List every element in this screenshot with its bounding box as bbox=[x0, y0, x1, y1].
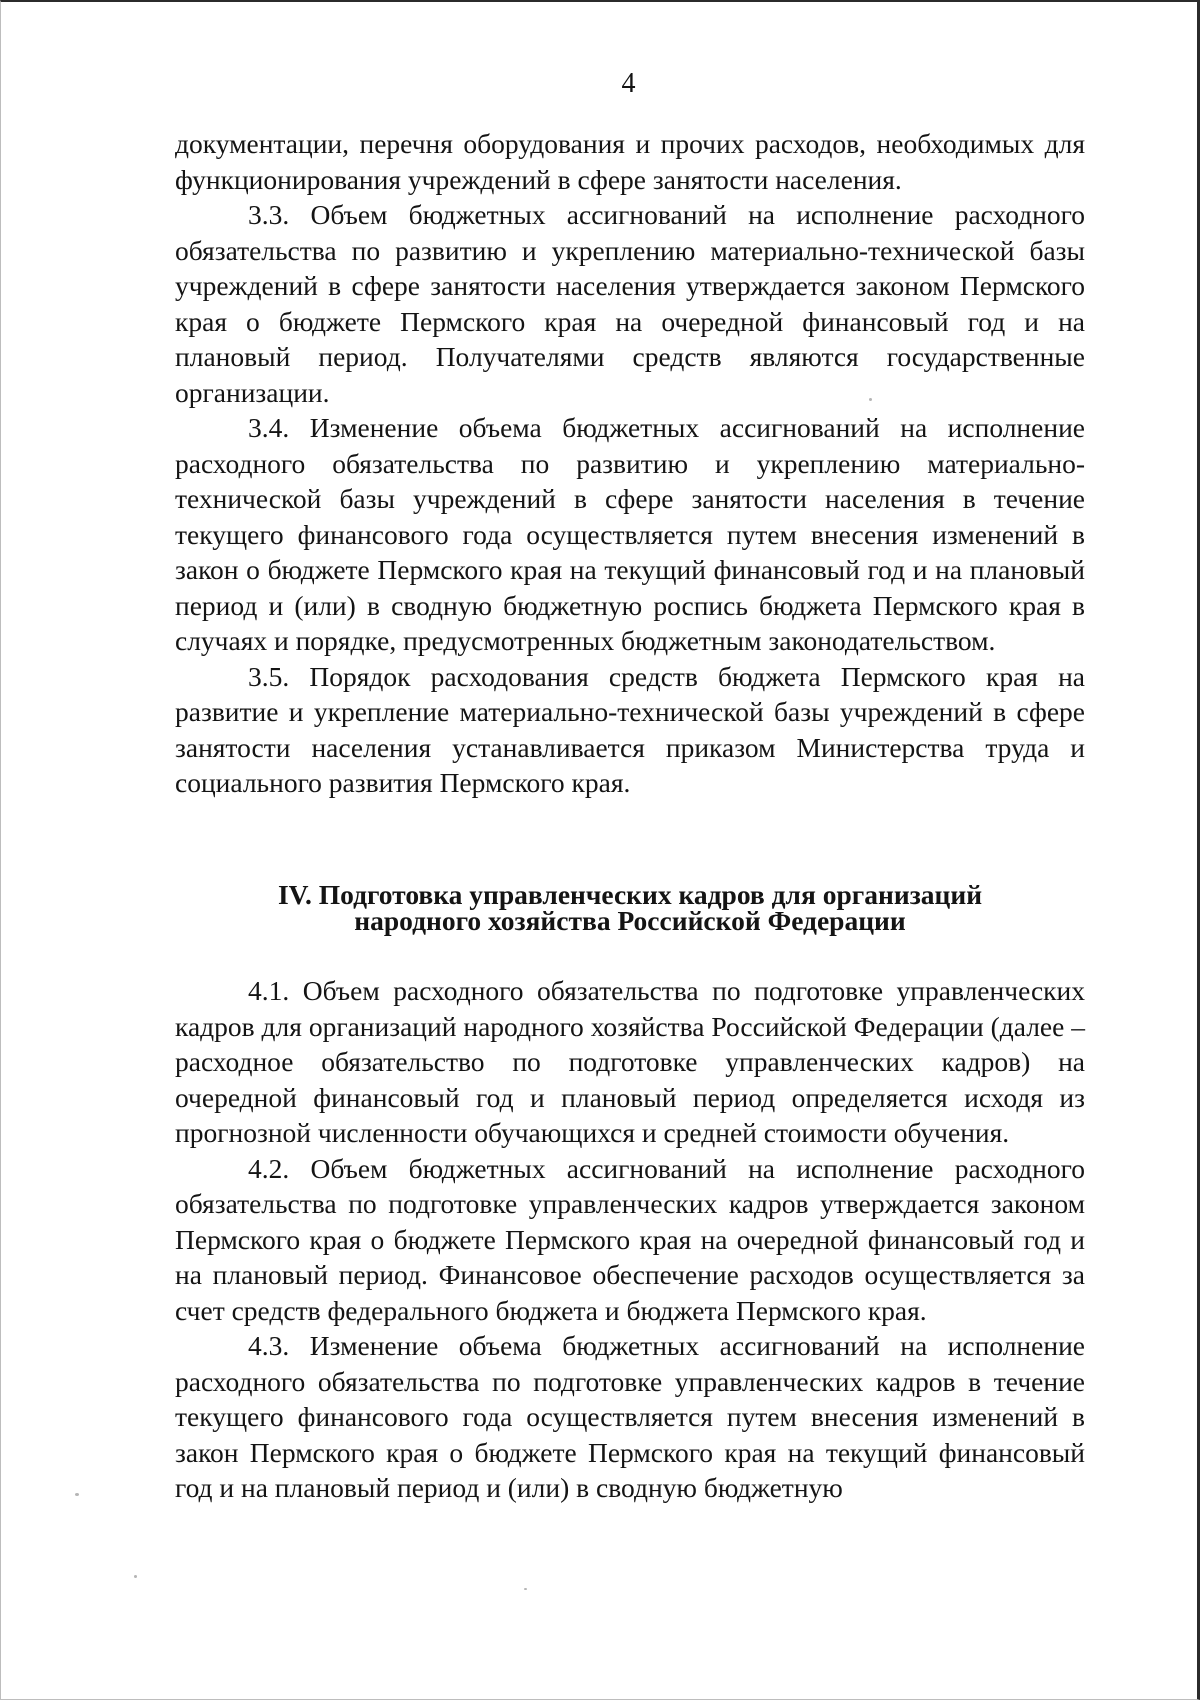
paragraph-continuation: документации, перечня оборудования и прочих расходов, необходимых для функционирования учреждений в сфере занятости населения. bbox=[175, 128, 1085, 195]
section-heading bbox=[175, 879, 1085, 936]
paragraph-4-2: 4.2. Объем бюджетных ассигнований на исполнение расходного обязательства по подготовке управленческих кадров утверждается законом Пермского края о бюджете Пермского края на очередной финансовый год и на плановый период. Финансовое обеспечение расходов осуществляется за счет средств федерального бюджета и бюджета Пермского края. bbox=[175, 1152, 1085, 1326]
paragraph-4-1: 4.1. Объем расходного обязательства по подготовке управленческих кадров для организаций народного хозяйства Российской Федерации (далее – расходное обязательство по подготовке управленческих кадров) на очередной финансовый год и плановый период определяется исходя из прогнозной численности обучающихся и средней стоимости обучения. bbox=[175, 975, 1085, 1148]
scan-speck bbox=[134, 1575, 137, 1578]
paragraph-3-5: 3.5. Порядок расходования средств бюджета Пермского края на развитие и укрепление материально-технической базы учреждений в сфере занятости населения устанавливается приказом Министерства труда и социального развития Пермского края. bbox=[175, 660, 1085, 798]
scan-speck bbox=[75, 1493, 79, 1496]
scan-speck bbox=[524, 1588, 527, 1590]
paragraph-3-4: 3.4. Изменение объема бюджетных ассигнований на исполнение расходного обязательства по развитию и укреплению материально-технической базы учреждений в сфере занятости населения в течение текущего финансового года осуществляется путем внесения изменений в закон о бюджете Пермского края на текущий финансовый год и на плановый период и (или) в сводную бюджетную роспись бюджета Пермского края в случаях и порядке, предусмотренных бюджетным законодательством. bbox=[175, 412, 1085, 656]
section-4-text bbox=[175, 973, 1085, 1506]
paragraph-3-3: 3.3. Объем бюджетных ассигнований на исполнение расходного обязательства по развитию и укреплению материально-технической базы учреждений в сфере занятости населения утверждается законом Пермского края о бюджете Пермского края на очередной финансовый год и на плановый период. Получателями средств являются государственные организации. bbox=[175, 199, 1085, 408]
paragraph-4-3: 4.3. Изменение объема бюджетных ассигнований на исполнение расходного обязательства по подготовке управленческих кадров в течение текущего финансового года осуществляется путем внесения изменений в закон Пермского края о бюджете Пермского края на текущий финансовый год и на плановый период и (или) в сводную бюджетную bbox=[175, 1330, 1085, 1503]
scan-speck bbox=[869, 398, 872, 401]
page-number: 4 bbox=[621, 68, 636, 99]
section-heading-line-1: IV. Подготовка управленческих кадров для организаций bbox=[277, 879, 983, 910]
section-3-text bbox=[175, 126, 1085, 801]
section-heading-line-2: народного хозяйства Российской Федерации bbox=[354, 905, 906, 936]
